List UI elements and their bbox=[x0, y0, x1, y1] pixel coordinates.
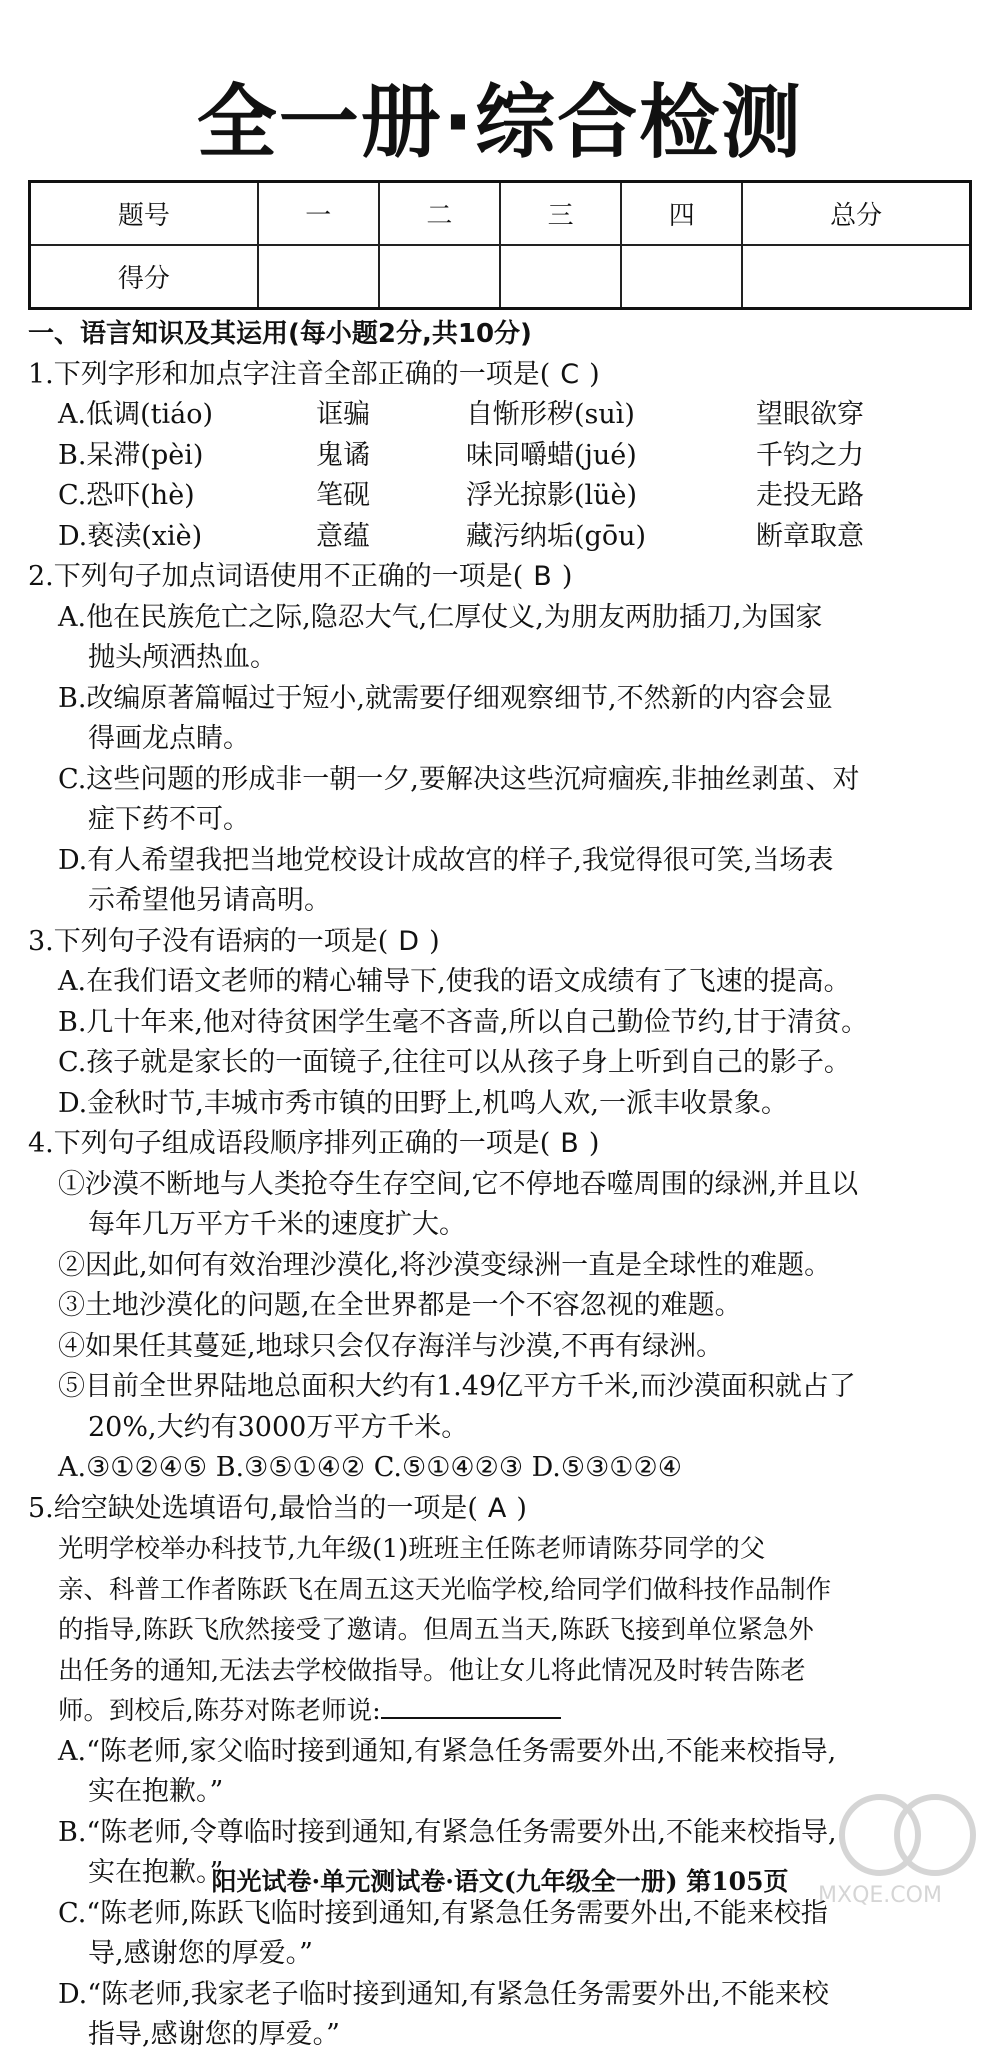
question-1-stem: 1.下列字形和加点字注音全部正确的一项是( C ) bbox=[28, 358, 600, 390]
score-input-4[interactable] bbox=[621, 245, 742, 309]
answer-mark: C bbox=[560, 358, 580, 390]
q1-option-row: D.亵渎(xiè) 意蕴 藏污纳垢(gōu) 断章取意 bbox=[58, 520, 864, 552]
q4-sentence-line: ②因此,如何有效治理沙漠化,将沙漠变绿洲一直是全球性的难题。 bbox=[58, 1249, 832, 1281]
answer-mark: B bbox=[533, 561, 552, 592]
score-table-score-row bbox=[30, 245, 971, 309]
q5-option-line: 实在抱歉。” bbox=[88, 1857, 224, 1888]
q5-option-line: B.“陈老师,令尊临时接到通知,有紧急任务需要外出,不能来校指导, bbox=[58, 1816, 837, 1848]
answer-blank[interactable] bbox=[381, 1691, 561, 1719]
score-cell-4: 四 bbox=[621, 182, 742, 246]
q3-option-line: A.在我们语文老师的精心辅导下,使我的语文成绩有了飞速的提高。 bbox=[58, 966, 851, 997]
watermark-text: MXQE.COM bbox=[818, 1883, 942, 1908]
q3-option-line: C.孩子就是家长的一面镜子,往往可以从孩子身上听到自己的影子。 bbox=[58, 1047, 851, 1078]
score-cell-total: 总分 bbox=[742, 182, 970, 246]
q5-option-line: 实在抱歉。” bbox=[88, 1776, 224, 1807]
q5-passage-line: 出任务的通知,无法去学校做指导。他让女儿将此情况及时转告陈老 bbox=[58, 1655, 806, 1686]
q2-option-line: A.他在民族危亡之际,隐忍大气,仁厚仗义,为朋友两肋插刀,为国家 bbox=[58, 601, 823, 633]
question-5-stem: 5.给空缺处选填语句,最恰当的一项是( A ) bbox=[28, 1492, 527, 1524]
score-input-3[interactable] bbox=[500, 245, 621, 309]
question-3-stem: 3.下列句子没有语病的一项是( D ) bbox=[28, 925, 440, 957]
q5-option-line: A.“陈老师,家父临时接到通知,有紧急任务需要外出,不能来校指导, bbox=[58, 1735, 837, 1767]
q4-options: A.③①②④⑤ B.③⑤①④② C.⑤①④②③ D.⑤③①②④ bbox=[58, 1452, 682, 1483]
question-4-stem: 4.下列句子组成语段顺序排列正确的一项是( B ) bbox=[28, 1128, 600, 1159]
question-2-stem: 2.下列句子加点词语使用不正确的一项是( B ) bbox=[28, 561, 573, 592]
score-cell-2: 二 bbox=[379, 182, 500, 246]
score-row-label: 得分 bbox=[30, 245, 258, 309]
q5-passage-line: 的指导,陈跃飞欣然接受了邀请。但周五当天,陈跃飞接到单位紧急外 bbox=[58, 1615, 814, 1645]
q5-option-line: 指导,感谢您的厚爱。” bbox=[88, 2019, 340, 2050]
score-table-header-row bbox=[30, 182, 971, 246]
answer-mark: A bbox=[487, 1492, 507, 1524]
q2-option-line: 抛头颅洒热血。 bbox=[88, 642, 277, 673]
score-input-2[interactable] bbox=[379, 245, 500, 309]
q2-option-line: 症下药不可。 bbox=[88, 804, 250, 835]
score-cell-3: 三 bbox=[500, 182, 621, 246]
q2-option-line: C.这些问题的形成非一朝一夕,要解决这些沉疴痼疾,非抽丝剥茧、对 bbox=[58, 763, 860, 795]
q1-option-row: B.呆滞(pèi) 鬼谲 味同嚼蜡(jué) 千钧之力 bbox=[58, 439, 864, 471]
score-input-total[interactable] bbox=[742, 245, 970, 309]
q5-option-line: 导,感谢您的厚爱。” bbox=[88, 1938, 313, 1969]
q2-option-line: D.有人希望我把当地党校设计成故宫的样子,我觉得很可笑,当场表 bbox=[58, 844, 834, 876]
answer-mark: B bbox=[560, 1128, 579, 1159]
q4-sentence-line: ①沙漠不断地与人类抢夺生存空间,它不停地吞噬周围的绿洲,并且以 bbox=[58, 1168, 859, 1200]
q5-option-line: D.“陈老师,我家老子临时接到通知,有紧急任务需要外出,不能来校 bbox=[58, 1978, 829, 2010]
q1-option-row: C.恐吓(hè) 笔砚 浮光掠影(lüè) 走投无路 bbox=[58, 480, 864, 511]
q3-option-line: D.金秋时节,丰城市秀市镇的田野上,机鸣人欢,一派丰收景象。 bbox=[58, 1087, 789, 1119]
q5-passage-line: 亲、科普工作者陈跃飞在周五这天光临学校,给同学们做科技作品制作 bbox=[58, 1574, 832, 1605]
score-table bbox=[28, 180, 972, 310]
q5-option-line: C.“陈老师,陈跃飞临时接到通知,有紧急任务需要外出,不能来校指 bbox=[58, 1897, 828, 1929]
score-cell-label: 题号 bbox=[30, 182, 258, 246]
q4-sentence-line: ⑤目前全世界陆地总面积大约有1.49亿平方千米,而沙漠面积就占了 bbox=[58, 1371, 856, 1402]
page-title: 全一册·综合检测 bbox=[196, 76, 804, 169]
q4-sentence-line: ③土地沙漠化的问题,在全世界都是一个不容忽视的难题。 bbox=[58, 1290, 742, 1321]
q5-passage-line: 师。到校后,陈芬对陈老师说: bbox=[28, 1691, 972, 1732]
page-footer: 阳光试卷·单元测试卷·语文(九年级全一册) 第105页 bbox=[211, 1867, 789, 1896]
answer-mark: D bbox=[398, 925, 420, 957]
q4-sentence-line: 20%,大约有3000万平方千米。 bbox=[88, 1411, 469, 1443]
q1-option-row: A.低调(tiáo) 诓骗 自惭形秽(suì) 望眼欲穿 bbox=[58, 399, 864, 430]
q5-passage-line: 光明学校举办科技节,九年级(1)班班主任陈老师请陈芬同学的父 bbox=[58, 1534, 766, 1564]
q2-option-line: B.改编原著篇幅过于短小,就需要仔细观察细节,不然新的内容会显 bbox=[58, 682, 833, 714]
section-heading: 一、语言知识及其运用(每小题2分,共10分) bbox=[28, 319, 532, 349]
q3-option-line: B.几十年来,他对待贫困学生毫不吝啬,所以自己勤俭节约,甘于清贫。 bbox=[58, 1006, 869, 1038]
score-input-1[interactable] bbox=[258, 245, 379, 309]
q4-sentence-line: 每年几万平方千米的速度扩大。 bbox=[88, 1209, 466, 1240]
watermark-logo-icon bbox=[780, 1790, 985, 1910]
q2-option-line: 得画龙点睛。 bbox=[88, 723, 250, 754]
q4-sentence-line: ④如果任其蔓延,地球只会仅存海洋与沙漠,不再有绿洲。 bbox=[58, 1330, 724, 1362]
score-cell-1: 一 bbox=[258, 182, 379, 246]
q2-option-line: 示希望他另请高明。 bbox=[88, 885, 331, 916]
